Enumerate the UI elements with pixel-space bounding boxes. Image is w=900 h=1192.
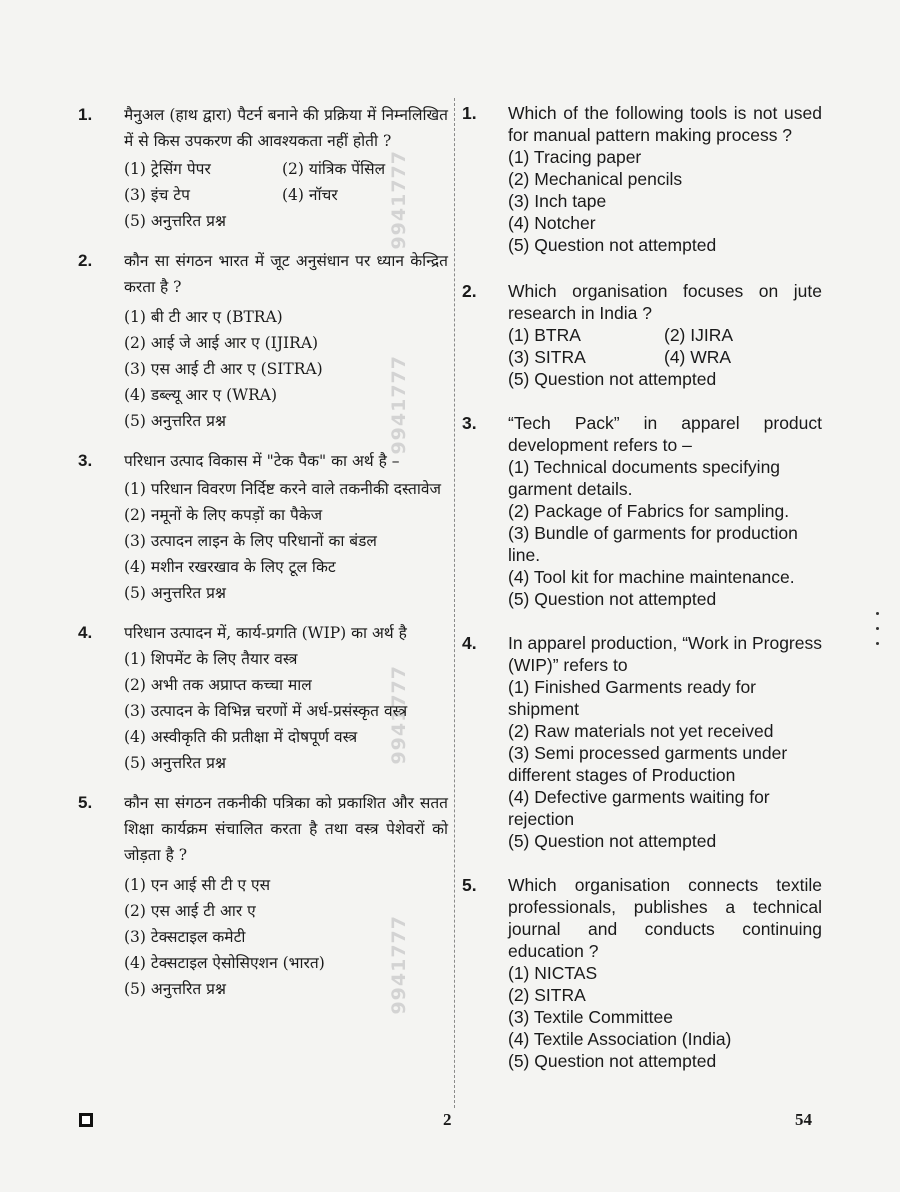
option[interactable]: (4) Notcher — [508, 213, 596, 233]
option[interactable]: (2) IJIRA — [664, 325, 734, 345]
option[interactable]: (2) अभी तक अप्राप्त कच्चा माल — [124, 676, 312, 694]
question-number: 1. — [78, 105, 93, 124]
option[interactable]: (2) यांत्रिक पेंसिल — [282, 160, 386, 178]
option[interactable]: (1) एन आई सी टी ए एस — [124, 876, 271, 894]
question-number: 5. — [462, 875, 477, 895]
column-divider — [454, 98, 455, 1108]
option[interactable]: (3) एस आई टी आर ए (SITRA) — [124, 360, 323, 378]
question-text: “Tech Pack” in apparel product development refers to – — [508, 413, 822, 455]
option[interactable]: (2) Package of Fabrics for sampling. — [508, 501, 790, 521]
option[interactable]: (4) डब्ल्यू आर ए (WRA) — [124, 386, 278, 404]
question-number: 3. — [78, 451, 93, 470]
option[interactable]: (5) अनुत्तरित प्रश्न — [124, 212, 226, 230]
option[interactable]: (3) उत्पादन लाइन के लिए परिधानों का बंडल — [124, 532, 377, 550]
option[interactable]: (5) Question not attempted — [508, 1051, 717, 1071]
option[interactable]: (5) अनुत्तरित प्रश्न — [124, 584, 226, 602]
question-text: कौन सा संगठन तकनीकी पत्रिका को प्रकाशित और सतत शिक्षा कार्यक्रम संचालित करता है तथा वस्त्र पेशेवरों को जोड़ता है ? — [124, 794, 448, 864]
question-number: 4. — [462, 633, 477, 653]
option[interactable]: (5) अनुत्तरित प्रश्न — [124, 412, 226, 430]
margin-marks — [876, 612, 886, 657]
option[interactable]: (1) शिपमेंट के लिए तैयार वस्त्र — [124, 650, 298, 668]
option[interactable]: (5) Question not attempted — [508, 235, 717, 255]
option[interactable]: (5) Question not attempted — [508, 831, 717, 851]
question-3-english — [462, 412, 822, 610]
question-number: 2. — [78, 251, 93, 270]
option[interactable]: (2) Mechanical pencils — [508, 169, 683, 189]
option[interactable]: (3) SITRA — [508, 347, 586, 367]
option[interactable]: (1) बी टी आर ए (BTRA) — [124, 308, 283, 326]
watermark: 9941777 — [388, 355, 410, 455]
question-number: 1. — [462, 103, 477, 123]
question-3-hindi — [78, 448, 448, 606]
option[interactable]: (2) नमूनों के लिए कपड़ों का पैकेज — [124, 506, 323, 524]
watermark: 9941777 — [388, 150, 410, 250]
option[interactable]: (4) मशीन रखरखाव के लिए टूल किट — [124, 558, 336, 576]
question-2-hindi — [78, 248, 448, 434]
option[interactable]: (5) अनुत्तरित प्रश्न — [124, 980, 226, 998]
square-marker-icon — [79, 1113, 93, 1127]
question-text: परिधान उत्पाद विकास में "टेक पैक" का अर्थ है – — [124, 452, 400, 470]
question-text: Which organisation focuses on jute research in India ? — [508, 281, 822, 323]
question-text: मैनुअल (हाथ द्वारा) पैटर्न बनाने की प्रक्रिया में निम्नलिखित में से किस उपकरण की आवश्यकता नहीं होती ? — [124, 106, 448, 150]
option[interactable]: (5) Question not attempted — [508, 589, 717, 609]
option[interactable]: (5) Question not attempted — [508, 369, 717, 389]
option[interactable]: (4) Tool kit for machine maintenance. — [508, 567, 795, 587]
question-text: परिधान उत्पादन में, कार्य-प्रगति (WIP) का अर्थ है — [124, 624, 407, 642]
option[interactable]: (4) टेक्सटाइल ऐसोसिएशन (भारत) — [124, 954, 325, 972]
option[interactable]: (3) Inch tape — [508, 191, 607, 211]
question-number: 5. — [78, 793, 93, 812]
question-number: 2. — [462, 281, 477, 301]
option[interactable]: (3) टेक्सटाइल कमेटी — [124, 928, 246, 946]
question-text: In apparel production, “Work in Progress (WIP)” refers to — [508, 633, 822, 675]
option[interactable]: (4) Defective garments waiting for rejection — [508, 787, 770, 829]
option[interactable]: (1) BTRA — [508, 325, 581, 345]
option[interactable]: (3) Semi processed garments under different stages of Production — [508, 743, 788, 785]
question-text: कौन सा संगठन भारत में जूट अनुसंधान पर ध्यान केन्द्रित करता है ? — [124, 252, 448, 296]
option[interactable]: (4) WRA — [664, 347, 732, 367]
option[interactable]: (4) नॉचर — [282, 186, 338, 204]
option[interactable]: (2) आई जे आई आर ए (IJIRA) — [124, 334, 319, 352]
page-number-center: 2 — [443, 1110, 452, 1129]
option[interactable]: (3) उत्पादन के विभिन्न चरणों में अर्ध-प्रसंस्कृत वस्त्र — [124, 702, 408, 720]
question-1-english — [462, 102, 822, 256]
option[interactable]: (3) इंच टेप — [124, 186, 190, 204]
option[interactable]: (1) Finished Garments ready for shipment — [508, 677, 757, 719]
question-text: Which of the following tools is not used for manual pattern making process ? — [508, 103, 822, 145]
question-text: Which organisation connects textile professionals, publishes a technical journal and conducts continuing education ? — [508, 875, 822, 961]
option[interactable]: (1) Technical documents specifying garment details. — [508, 457, 781, 499]
option[interactable]: (4) अस्वीकृति की प्रतीक्षा में दोषपूर्ण वस्त्र — [124, 728, 358, 746]
question-2-english — [462, 280, 822, 390]
option[interactable]: (2) Raw materials not yet received — [508, 721, 774, 741]
option[interactable]: (2) एस आई टी आर ए — [124, 902, 256, 920]
option[interactable]: (1) NICTAS — [508, 963, 598, 983]
page-number-right: 54 — [795, 1110, 812, 1129]
option[interactable]: (1) Tracing paper — [508, 147, 642, 167]
option[interactable]: (2) SITRA — [508, 985, 586, 1005]
watermark: 9941777 — [388, 915, 410, 1015]
option[interactable]: (5) अनुत्तरित प्रश्न — [124, 754, 226, 772]
question-4-hindi — [78, 620, 448, 776]
english-column — [462, 96, 822, 1072]
question-number: 3. — [462, 413, 477, 433]
option[interactable]: (1) ट्रेसिंग पेपर — [124, 160, 211, 178]
option[interactable]: (3) Bundle of garments for production line. — [508, 523, 798, 565]
hindi-column — [78, 96, 448, 1002]
watermark: 9941777 — [388, 665, 410, 765]
question-1-hindi — [78, 102, 448, 234]
option[interactable]: (3) Textile Committee — [508, 1007, 674, 1027]
option[interactable]: (1) परिधान विवरण निर्दिष्ट करने वाले तकनीकी दस्तावेज — [124, 480, 441, 498]
question-5-hindi — [78, 790, 448, 1002]
question-5-english — [462, 874, 822, 1072]
question-4-english — [462, 632, 822, 852]
question-number: 4. — [78, 623, 93, 642]
option[interactable]: (4) Textile Association (India) — [508, 1029, 732, 1049]
